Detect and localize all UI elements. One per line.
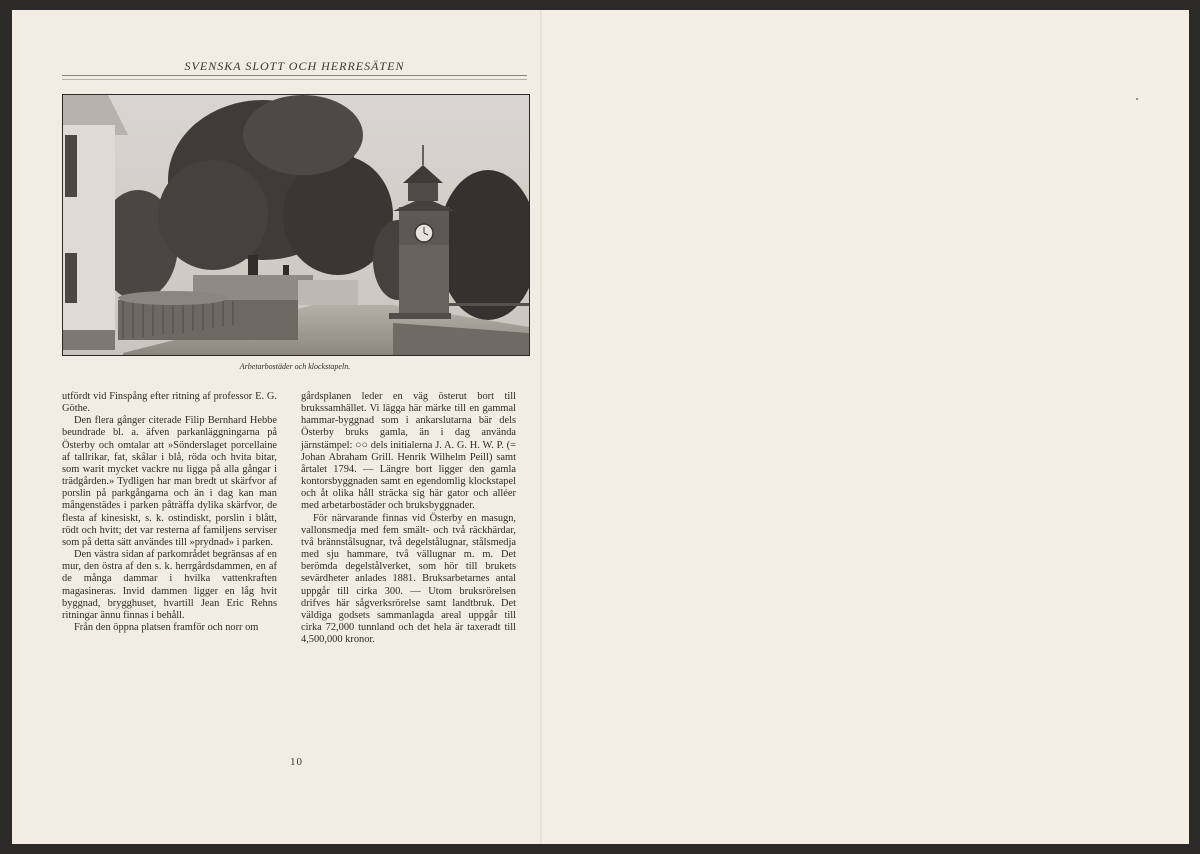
- paragraph: Från den öppna platsen framför och norr om: [74, 621, 259, 633]
- paragraph: utfördt vid Finspång efter ritning af professor E. G. Göthe.: [62, 391, 277, 415]
- right-page-blank: [542, 10, 1189, 844]
- text-column-left: [62, 391, 277, 634]
- photo-caption: Arbetarbostäder och klockstapeln.: [239, 362, 351, 371]
- running-head: SVENSKA SLOTT OCH HERRESÄTEN: [184, 59, 405, 73]
- left-page: [12, 10, 542, 844]
- header-rule: [62, 75, 527, 80]
- book-spread: [12, 10, 1189, 844]
- paragraph: gårdsplanen leder en väg österut bort till brukssamhället. Vi lägga här märke till en gammal hammar-byggnad som i ankarslutarna bär dels Österby bruks gamla, än i dag använda järnstämpel: ○○ dels initialerna J. A. G. H. W. P. (= Johan Abraham Grill. Henrik Wilhelm Peill) samt årtalet 1794. — Längre bort ligger den gamla kontorsbyggnaden samt en egendomlig klockstapel och åt olika håll sträcka sig här gator och alléer med arbetarbostäder och bruksbyggnader.: [301, 391, 516, 512]
- paragraph: För närvarande finnas vid Österby en masugn, vallonsmedja med fem smält- och två räckhärdar, två brännstålsugnar, två degelstålugnar, stålsmedja med sju hammare, två vällugnar m. m. Det berömda degelstålverket, som hör till brukets sevärdheter anlades 1881. Bruksarbetarnes antal uppgår till cirka 300. — Utom bruksrörelsen drifves här sågverksrörelse samt landtbruk. Det väldiga godsets sammanlagda areal uppgår till cirka 72,000 tunnland och det hela är taxeradt till 4,500,000 kronor.: [301, 512, 516, 646]
- paragraph: Den västra sidan af parkområdet begränsas af en mur, den östra af den s. k. herrgårdsdammen, en af de många dammar i hvilka vattenkraften magasineras. Invid dammen ligger en låg hvit byggnad, brygghuset, hvartill Jean Eric Rehns ritningar ännu finnas i behåll.: [62, 549, 277, 621]
- paragraph: Den flera gånger citerade Filip Bernhard Hebbe beundrade bl. a. äfven parkanläggningarna på Österby och omtalar att »Sönderslaget porcellaine af tallrikar, fat, skålar i blå, röda och hvita bitar, som warit mycket vackre nu ligga på alla gångar i trädgården.» Tydligen har man bredt ut skärfvor af porslin på parkgångarna och än i dag kan man mångenstädes i parken påträffa dylika skärfvor, de flesta af kinesiskt, s. k. ostindiskt, porslin i blått, rödt och hvitt; det var resterna af familjens serviser som på detta sätt användes till »prydnad» i parken.: [62, 415, 277, 548]
- page-number: 10: [290, 756, 303, 768]
- photograph: [62, 94, 530, 356]
- paper-speck: [1136, 98, 1138, 100]
- text-column-right: [301, 391, 516, 646]
- photo-illustration: [63, 95, 529, 355]
